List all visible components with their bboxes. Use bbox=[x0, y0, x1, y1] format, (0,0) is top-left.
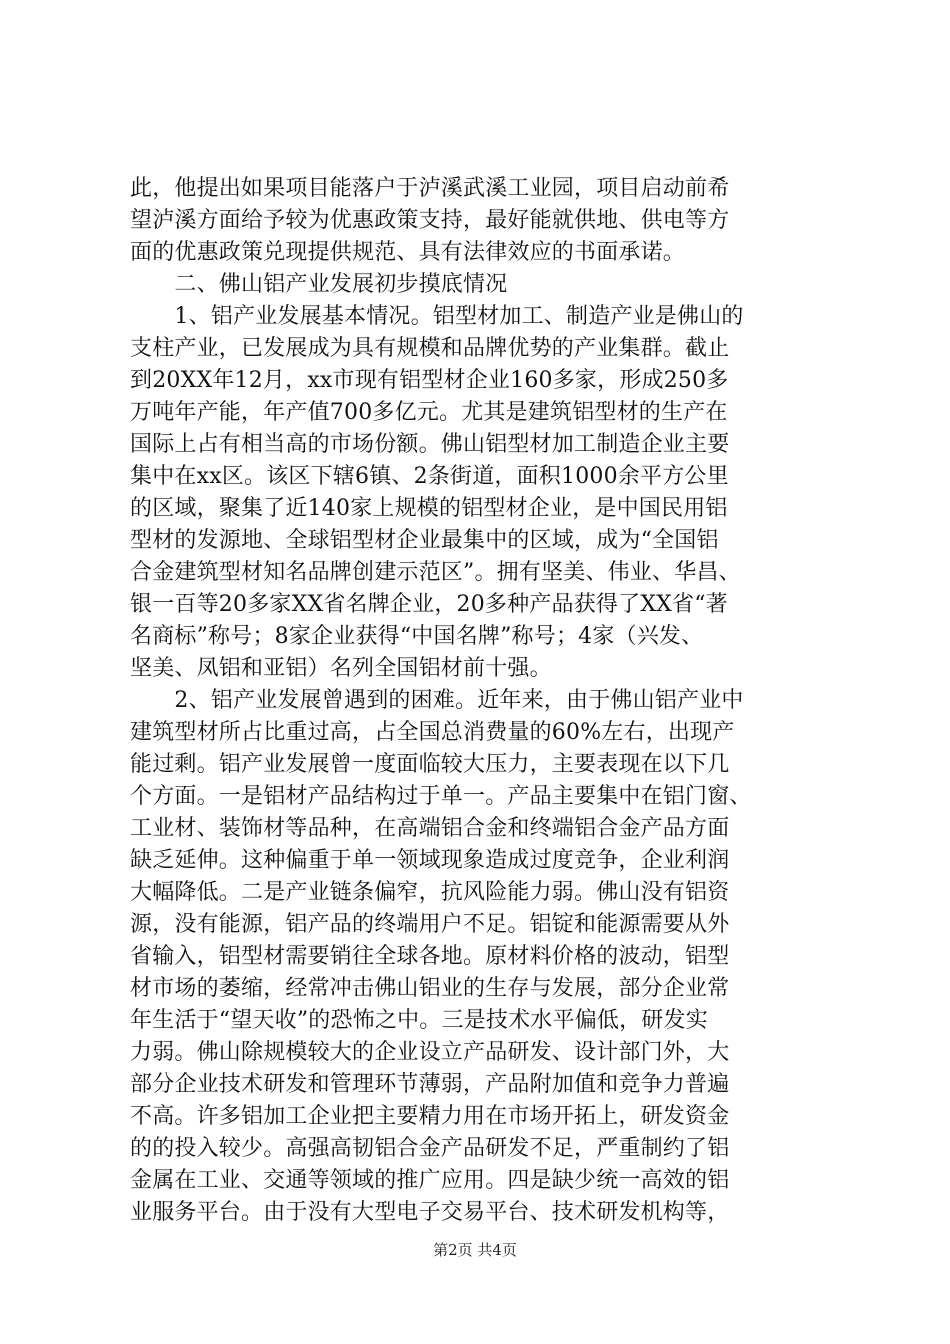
text-line: 名商标”称号；8家企业获得“中国名牌”称号；4家（兴发、 bbox=[130, 624, 704, 649]
text-line: 万吨年产能，年产值700多亿元。尤其是建筑铝型材的生产在 bbox=[130, 400, 728, 425]
text-line: 面的优惠政策兑现提供规范、具有法律效应的书面承诺。 bbox=[130, 240, 686, 265]
text-line: 支柱产业，已发展成为具有规模和品牌优势的产业集群。截止 bbox=[130, 336, 730, 361]
text-line: 望泸溪方面给予较为优惠政策支持，最好能就供地、供电等方 bbox=[130, 208, 730, 233]
text-line: 的区域，聚集了近140家上规模的铝型材企业，是中国民用铝 bbox=[130, 496, 728, 521]
text-line: 材市场的萎缩，经常冲击佛山铝业的生存与发展，部分企业常 bbox=[130, 976, 730, 1001]
text-line: 金属在工业、交通等领域的推广应用。四是缺少统一高效的铝 bbox=[130, 1168, 730, 1193]
text-line: 力弱。佛山除规模较大的企业设立产品研发、设计部门外，大 bbox=[130, 1040, 730, 1065]
text-line: 此，他提出如果项目能落户于泸溪武溪工业园，项目启动前希 bbox=[130, 176, 730, 201]
text-line: 国际上占有相当高的市场份额。佛山铝型材加工制造企业主要 bbox=[130, 432, 730, 457]
text-line: 不高。许多铝加工企业把主要精力用在市场开拓上，研发资金 bbox=[130, 1104, 730, 1129]
text-line: 年生活于“望天收”的恐怖之中。三是技术水平偏低，研发实 bbox=[130, 1008, 708, 1033]
text-line: 1、铝产业发展基本情况。铝型材加工、制造产业是佛山的 bbox=[130, 304, 744, 329]
text-line: 银一百等20多家XX省名牌企业，20多种产品获得了XX省“著 bbox=[130, 592, 728, 617]
text-line: 合金建筑型材知名品牌创建示范区”。拥有坚美、伟业、华昌、 bbox=[130, 560, 741, 585]
text-line: 到20XX年12月，xx市现有铝型材企业160多家，形成250多 bbox=[130, 368, 729, 393]
text-line: 个方面。一是铝材产品结构过于单一。产品主要集中在铝门窗、 bbox=[130, 784, 752, 809]
text-line: 部分企业技术研发和管理环节薄弱，产品附加值和竞争力普遍 bbox=[130, 1072, 730, 1097]
text-line: 缺乏延伸。这种偏重于单一领域现象造成过度竞争，企业利润 bbox=[130, 848, 730, 873]
text-line: 大幅降低。二是产业链条偏窄，抗风险能力弱。佛山没有铝资 bbox=[130, 880, 730, 905]
text-line: 坚美、凤铝和亚铝）名列全国铝材前十强。 bbox=[130, 656, 552, 681]
text-line: 业服务平台。由于没有大型电子交易平台、技术研发机构等， bbox=[130, 1200, 730, 1225]
body-text bbox=[130, 173, 830, 1229]
section-heading: 二、佛山铝产业发展初步摸底情况 bbox=[130, 272, 508, 297]
text-line: 源，没有能源，铝产品的终端用户不足。铝锭和能源需要从外 bbox=[130, 912, 730, 937]
page-footer: 第2页 共4页 bbox=[433, 1241, 517, 1259]
text-line: 型材的发源地、全球铝型材企业最集中的区域，成为“全国铝 bbox=[130, 528, 719, 553]
text-line: 集中在xx区。该区下辖6镇、2条街道，面积1000余平方公里 bbox=[130, 464, 729, 489]
text-line: 建筑型材所占比重过高，占全国总消费量的60%左右，出现产 bbox=[130, 720, 735, 745]
text-line: 的的投入较少。高强高韧铝合金产品研发不足，严重制约了铝 bbox=[130, 1136, 730, 1161]
text-line: 工业材、装饰材等品种，在高端铝合金和终端铝合金产品方面 bbox=[130, 816, 730, 841]
text-line: 能过剩。铝产业发展曾一度面临较大压力，主要表现在以下几 bbox=[130, 752, 730, 777]
text-line: 2、铝产业发展曾遇到的困难。近年来，由于佛山铝产业中 bbox=[130, 688, 744, 713]
text-line: 省输入，铝型材需要销往全球各地。原材料价格的波动，铝型 bbox=[130, 944, 730, 969]
